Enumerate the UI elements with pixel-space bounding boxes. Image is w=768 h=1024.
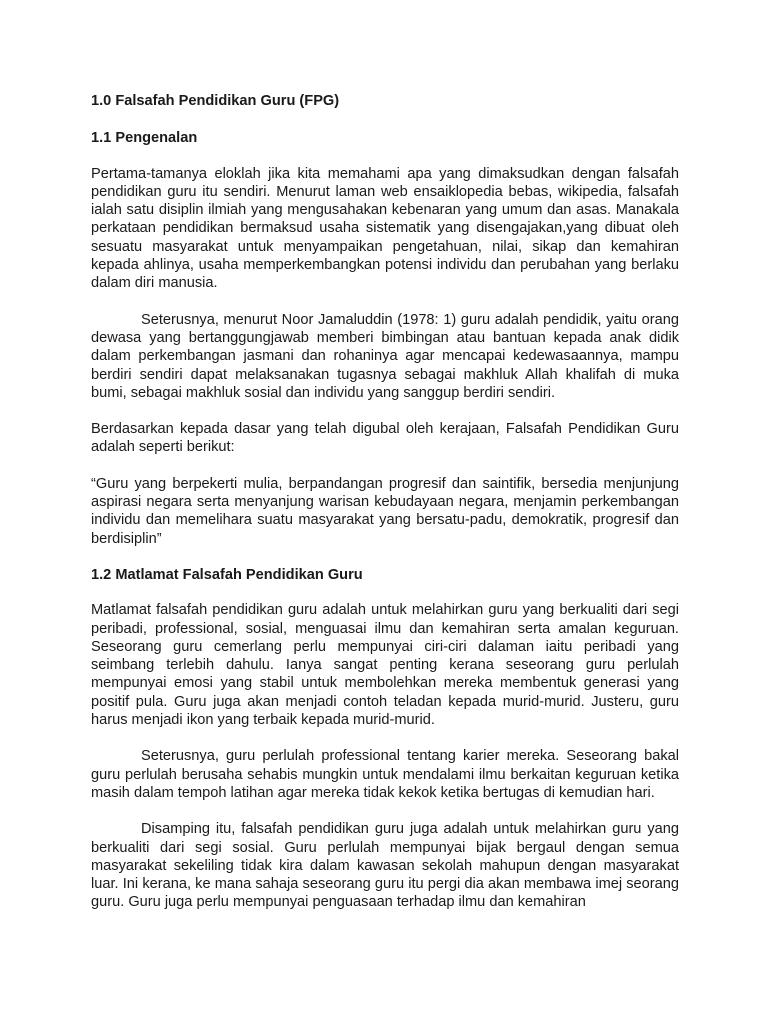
document-title: 1.0 Falsafah Pendidikan Guru (FPG) (91, 93, 340, 109)
document-page (91, 92, 679, 930)
paragraph-noor-jamaluddin: Seterusnya, menurut Noor Jamaluddin (1978: 1) guru adalah pendidik, yaitu orang dewasa yang bertanggungjawab memberi bimbingan atau bantuan kepada anak didik dalam perkembangan jasmani dan rohaninya agar mencapai kedewasaannya, mampu berdiri sendiri dapat melaksanakan tugasnya sebagai makhluk Allah khalifah di muka bumi, sebagai makhluk sosial dan individu yang sanggup berdiri sendiri. (91, 311, 679, 401)
section-heading-pengenalan: 1.1 Pengenalan (91, 130, 198, 147)
paragraph-sosial: Disamping itu, falsafah pendidikan guru juga adalah untuk melahirkan guru yang berkualiti dari segi sosial. Guru perlulah mempunyai bijak bergaul dengan semua masyarakat sekeliling tidak kira dalam kawasan sekolah mahupun dengan masyarakat luar. Ini kerana, ke mana sahaja seseorang guru itu pergi dia akan membawa imej seorang guru. Guru juga perlu mempunyai penguasaan terhadap ilmu dan kemahiran (91, 821, 679, 911)
quote-fpg: “Guru yang berpekerti mulia, berpandangan progresif dan saintifik, bersedia menjunjung aspirasi negara serta menyanjung warisan kebudayaan negara, menjamin perkembangan individu dan memelihara suatu masyarakat yang bersatu-padu, demokratik, progresif dan berdisiplin” (91, 475, 679, 547)
paragraph-intro: Pertama-tamanya eloklah jika kita memahami apa yang dimaksudkan dengan falsafah pendidikan guru itu sendiri. Menurut laman web ensaiklopedia bebas, wikipedia, falsafah ialah satu disiplin ilmiah yang mengusahakan kebenaran yang umum dan asas. Manakala perkataan pendidikan bermaksud usaha sistematik yang disengajakan,yang dibuat oleh sesuatu masyarakat untuk menyampaikan pengetahuan, nilai, sikap dan kemahiran kepada ahlinya, usaha memperkembangkan potensi individu dan perubahan yang berlaku dalam diri manusia. (91, 165, 679, 292)
section-heading-matlamat: 1.2 Matlamat Falsafah Pendidikan Guru (91, 566, 363, 583)
paragraph-professional: Seterusnya, guru perlulah professional tentang karier mereka. Seseorang bakal guru perlulah berusaha sehabis mungkin untuk mendalami ilmu berkaitan keguruan ketika masih dalam tempoh latihan agar mereka tidak kekok ketika bertugas di kemudian hari. (91, 748, 679, 801)
paragraph-matlamat: Matlamat falsafah pendidikan guru adalah untuk melahirkan guru yang berkualiti dari segi peribadi, professional, sosial, menguasai ilmu dan kemahiran serta amalan keguruan. Seseorang guru cemerlang perlu mempunyai ciri-ciri dalaman iaitu peribadi yang seimbang terlebih dahulu. Ianya sangat penting kerana seseorang guru perlulah mempunyai emosi yang stabil untuk membolehkan mereka membentuk generasi yang positif pula. Guru juga akan menjadi contoh teladan kepada murid-murid. Justeru, guru harus menjadi ikon yang terbaik kepada murid-murid. (91, 602, 679, 729)
paragraph-dasar-kerajaan: Berdasarkan kepada dasar yang telah digubal oleh kerajaan, Falsafah Pendidikan Guru adalah seperti berikut: (91, 421, 679, 456)
